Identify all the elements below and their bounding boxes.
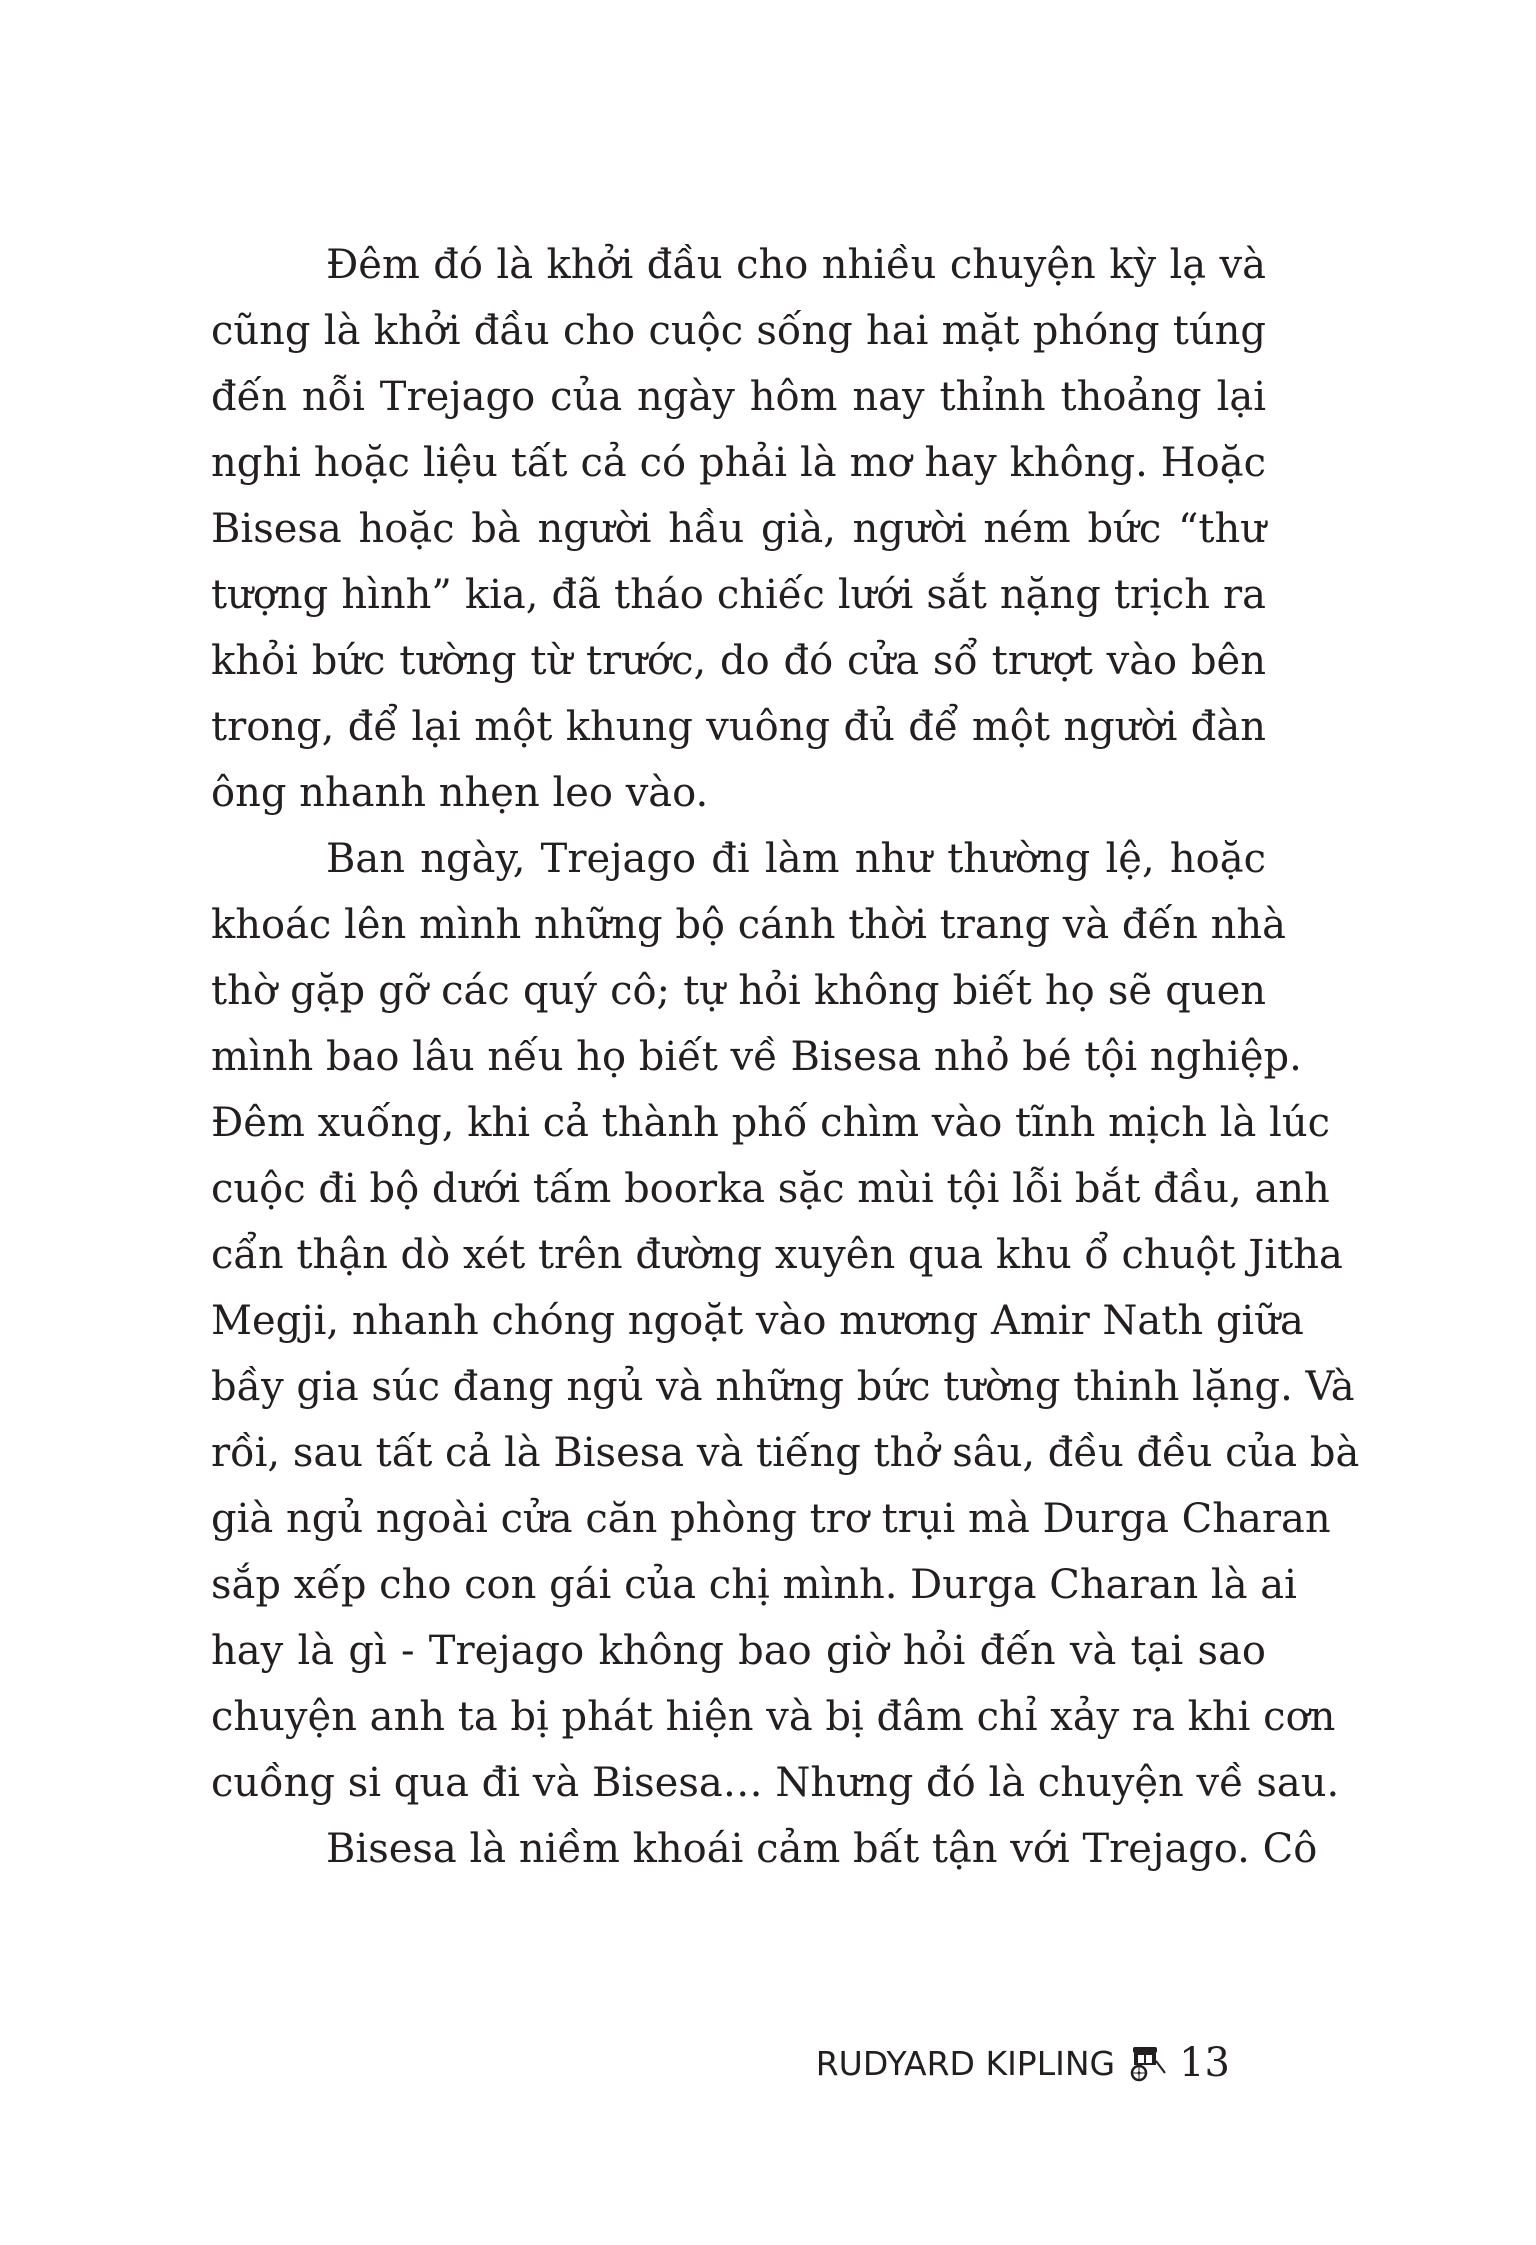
footer-author: RUDYARD KIPLING bbox=[815, 2043, 1116, 2083]
text-line: thờ gặp gỡ các quý cô; tự hỏi không biết họ sẽ quen bbox=[211, 968, 1266, 1014]
text-line: khỏi bức tường từ trước, do đó cửa sổ trượt vào bên bbox=[211, 638, 1266, 684]
text-line: khoác lên mình những bộ cánh thời trang và đến nhà bbox=[211, 902, 1286, 948]
paragraph-3 bbox=[211, 1816, 1318, 1882]
text-line: Megji, nhanh chóng ngoặt vào mương Amir Nath giữa bbox=[211, 1298, 1304, 1344]
text-line: sắp xếp cho con gái của chị mình. Durga Charan là ai bbox=[211, 1562, 1297, 1608]
text-line: bầy gia súc đang ngủ và những bức tường thinh lặng. Và bbox=[211, 1364, 1355, 1410]
page-number: 13 bbox=[1179, 2040, 1230, 2086]
text-line: ông nhanh nhẹn leo vào. bbox=[211, 770, 709, 816]
text-line: mình bao lâu nếu họ biết về Bisesa nhỏ bé tội nghiệp. bbox=[211, 1034, 1302, 1080]
body-text bbox=[211, 232, 1360, 1882]
text-line: cẩn thận dò xét trên đường xuyên qua khu ổ chuột Jitha bbox=[211, 1232, 1343, 1278]
text-line: nghi hoặc liệu tất cả có phải là mơ hay không. Hoặc bbox=[211, 440, 1266, 486]
text-line: trong, để lại một khung vuông đủ để một người đàn bbox=[211, 704, 1266, 750]
text-line: cuồng si qua đi và Bisesa… Nhưng đó là chuyện về sau. bbox=[211, 1760, 1340, 1806]
running-footer bbox=[816, 2040, 1230, 2086]
text-line: Bisesa hoặc bà người hầu già, người ném bức “thư bbox=[211, 506, 1266, 552]
text-line: Đêm xuống, khi cả thành phố chìm vào tĩnh mịch là lúc bbox=[211, 1100, 1331, 1146]
text-line: cũng là khởi đầu cho cuộc sống hai mặt phóng túng bbox=[211, 308, 1266, 354]
text-line: Bisesa là niềm khoái cảm bất tận với Trejago. Cô bbox=[326, 1826, 1318, 1872]
text-line: già ngủ ngoài cửa căn phòng trơ trụi mà Durga Charan bbox=[211, 1496, 1331, 1542]
text-line: chuyện anh ta bị phát hiện và bị đâm chỉ xảy ra khi cơn bbox=[211, 1694, 1336, 1740]
text-line: rồi, sau tất cả là Bisesa và tiếng thở sâu, đều đều của bà bbox=[211, 1430, 1360, 1476]
rickshaw-icon bbox=[1127, 2043, 1167, 2083]
text-line: hay là gì - Trejago không bao giờ hỏi đến và tại sao bbox=[211, 1628, 1266, 1674]
paragraph-1 bbox=[211, 232, 1266, 826]
text-line: Đêm đó là khởi đầu cho nhiều chuyện kỳ lạ và bbox=[326, 242, 1266, 288]
text-line: Ban ngày, Trejago đi làm như thường lệ, hoặc bbox=[326, 836, 1266, 882]
paragraph-2 bbox=[211, 826, 1360, 1816]
text-line: đến nỗi Trejago của ngày hôm nay thỉnh thoảng lại bbox=[211, 374, 1266, 420]
text-line: tượng hình” kia, đã tháo chiếc lưới sắt nặng trịch ra bbox=[211, 572, 1266, 618]
text-line: cuộc đi bộ dưới tấm boorka sặc mùi tội lỗi bắt đầu, anh bbox=[211, 1166, 1330, 1212]
